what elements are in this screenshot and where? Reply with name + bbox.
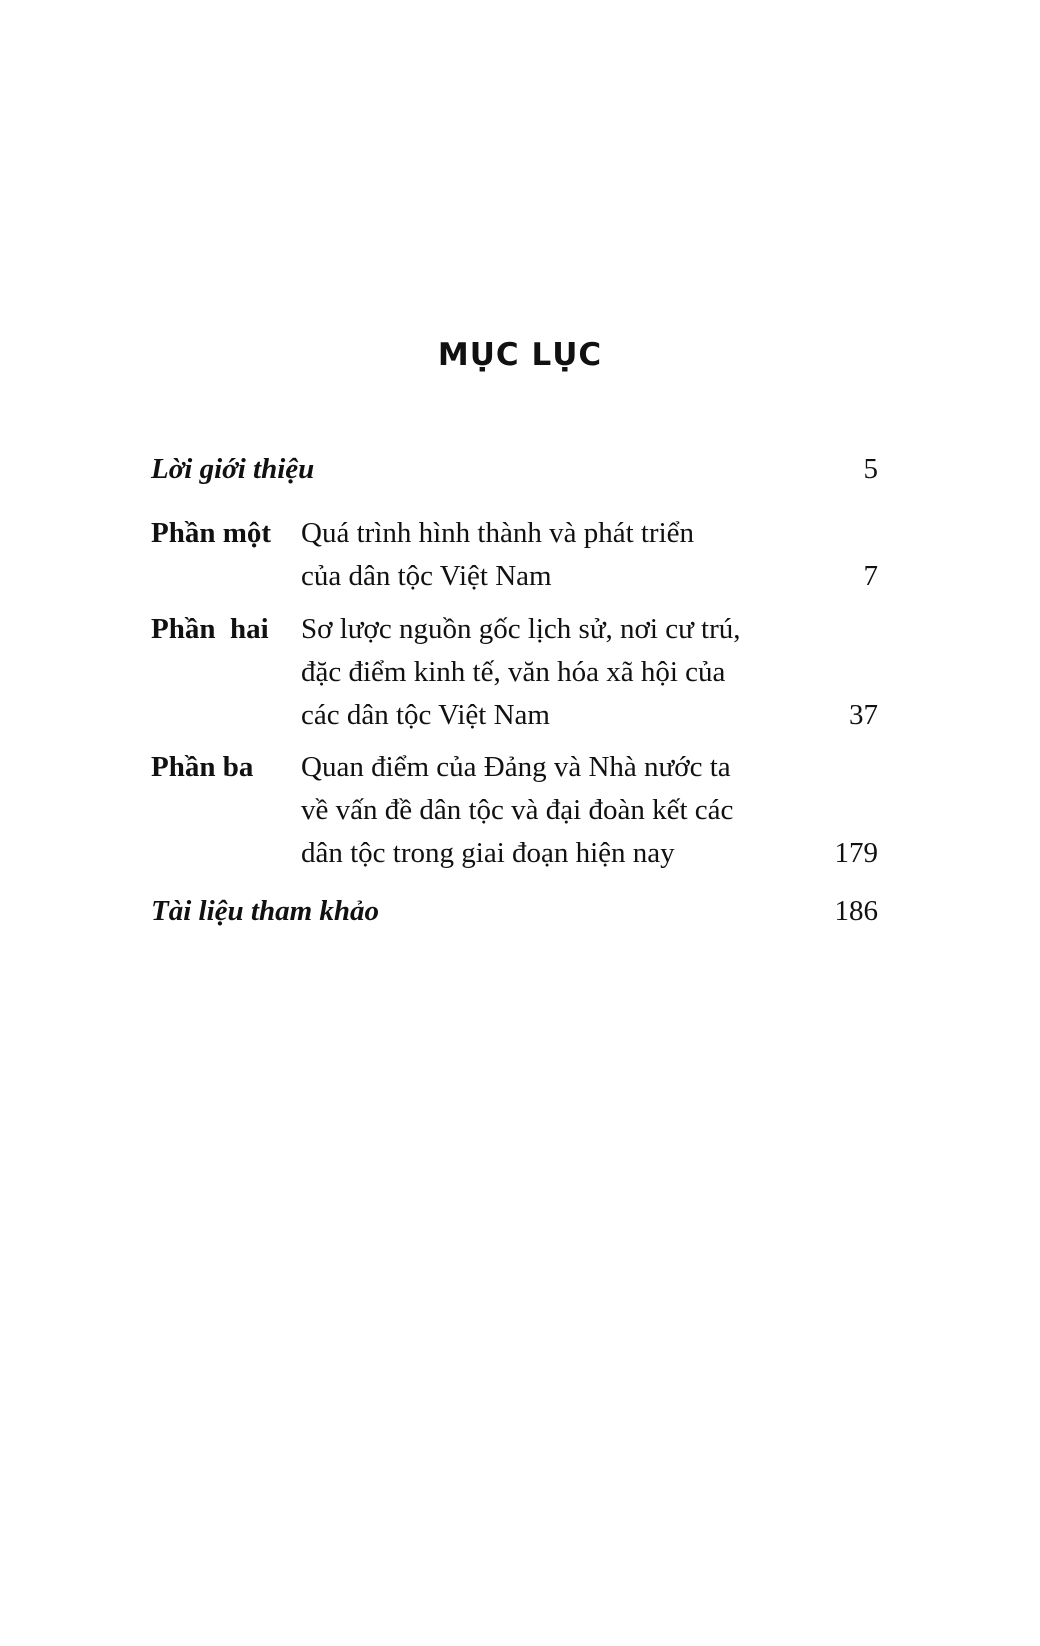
- toc-entry-page-number: 7: [863, 560, 878, 592]
- toc-entry-page-number: 37: [849, 699, 878, 731]
- page-title: MỤC LỤC: [437, 337, 603, 373]
- toc-entry-label: Phần hai: [151, 613, 269, 645]
- toc-entry-line: về vấn đề dân tộc và đại đoàn kết các: [301, 794, 734, 826]
- toc-entry-line: đặc điểm kinh tế, văn hóa xã hội của: [301, 656, 726, 688]
- toc-entry-label: Phần một: [151, 517, 272, 549]
- toc-entry-line: Sơ lược nguồn gốc lịch sử, nơi cư trú,: [301, 613, 741, 645]
- toc-entry-page-number: 5: [863, 453, 878, 485]
- toc-entry-line: các dân tộc Việt Nam: [301, 699, 550, 731]
- toc-entry-label: Lời giới thiệu: [151, 453, 315, 485]
- toc-entry-label: Phần ba: [151, 751, 254, 783]
- toc-entry-line: của dân tộc Việt Nam: [301, 560, 552, 592]
- toc-entry-line: dân tộc trong giai đoạn hiện nay: [301, 837, 675, 869]
- toc-entry-page-number: 186: [834, 895, 878, 927]
- toc-entry-description: [301, 608, 781, 737]
- toc-entry-label: Tài liệu tham khảo: [151, 895, 380, 927]
- toc-entry-page-number: 179: [834, 837, 878, 869]
- toc-entry-description: [301, 512, 781, 598]
- toc-entry-line: Quan điểm của Đảng và Nhà nước ta: [301, 751, 731, 783]
- toc-entry-line: Quá trình hình thành và phát triển: [301, 517, 695, 549]
- toc-entry-description: [301, 746, 781, 875]
